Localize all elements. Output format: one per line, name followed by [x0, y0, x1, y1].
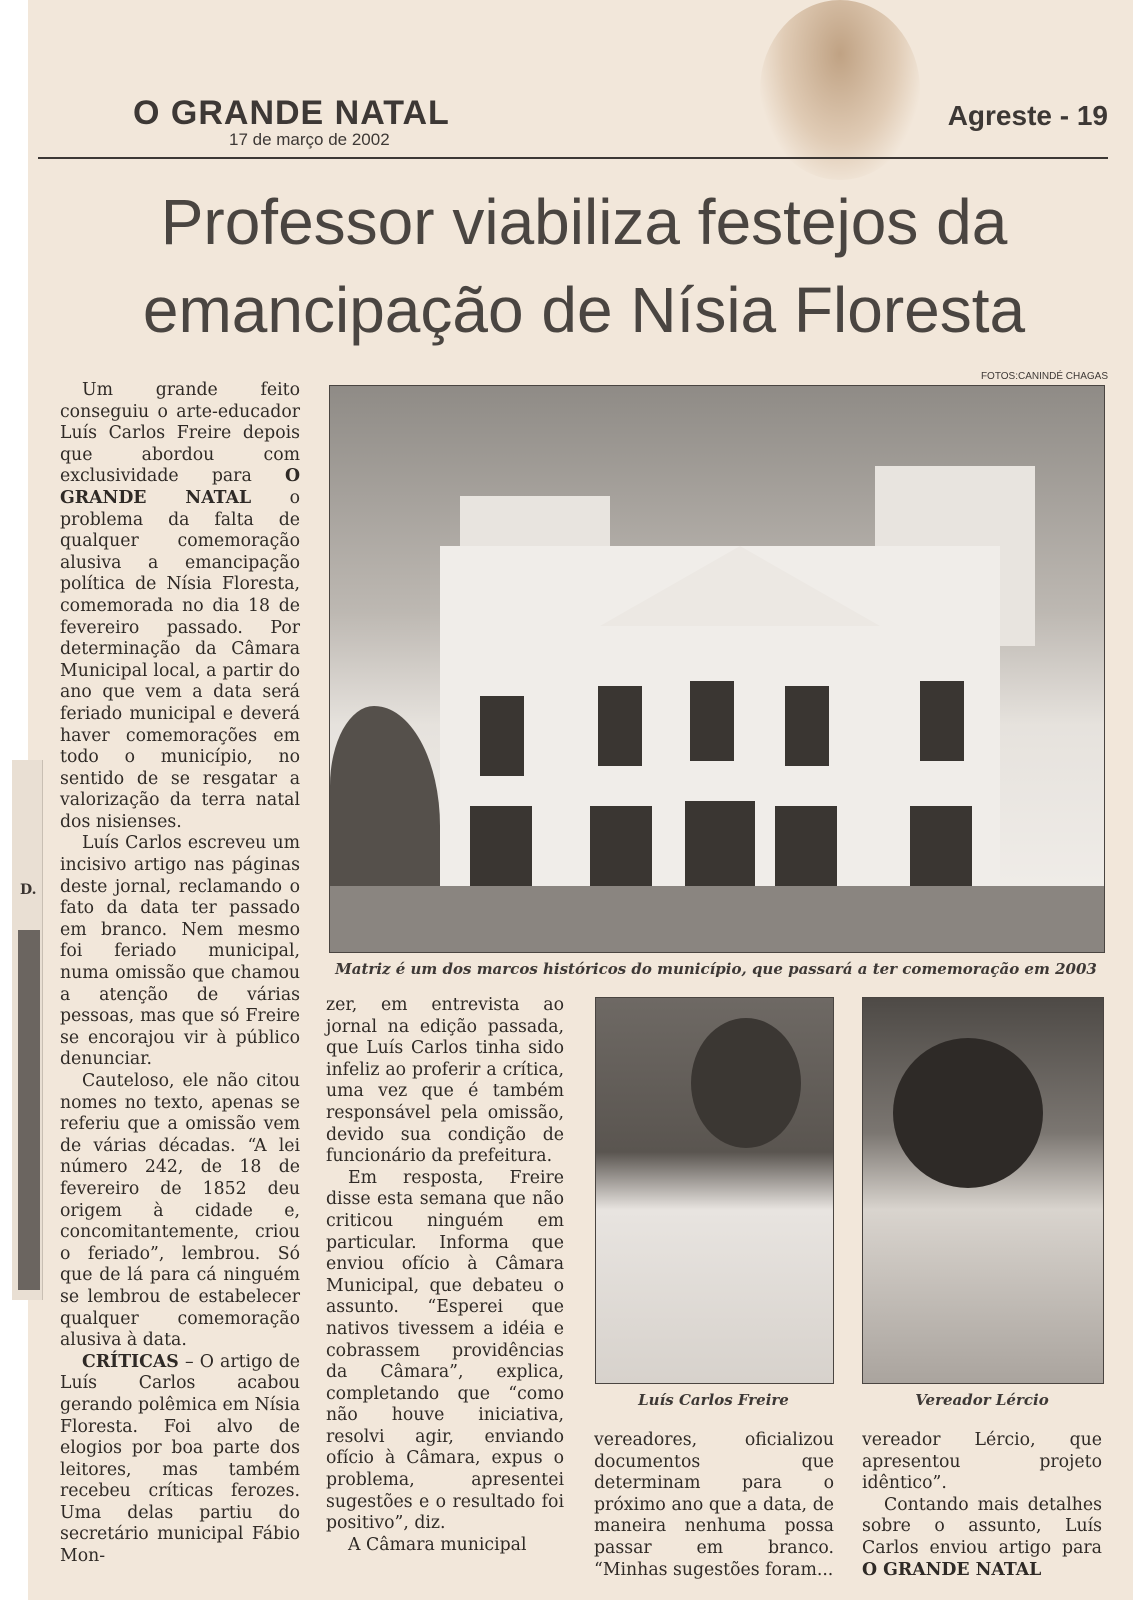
paragraph — [60, 380, 300, 833]
article-column-2 — [326, 995, 564, 1556]
section-page-label: Agreste - 19 — [947, 100, 1108, 131]
photo-credit: FOTOS:CANINDÉ CHAGAS — [980, 371, 1108, 382]
paragraph: Em resposta, Freire disse esta semana que não criticou ninguém em particular. Informa que enviou ofício à Câmara Municipal, que debateu o assunto. “Esperei que nativos tivessem a idéia e cobrassem providências da Câmara”, explica, completando que “como não houve iniciativa, resolvi agir, enviando ofício à Câmara, expus o problema, apresentei sugestões e o resultado foi positivo”, diz. — [326, 1167, 564, 1534]
door-shape — [590, 806, 652, 896]
paragraph: vereadores, oficializou documentos que determinam para o próximo ano que a data, de maneira nenhuma possa passar em branco. “Minhas sugestões foram... — [594, 1430, 834, 1580]
headline — [60, 178, 1108, 354]
paragraph — [862, 1495, 1102, 1581]
headline-line-1: Professor viabiliza festejos da — [160, 186, 1008, 258]
paragraph: Cauteloso, ele não citou nomes no texto, apenas se referiu que a omissão vem de várias décadas. “A lei número 242, de 18 de fevereiro de 1852 deu origem à cidade e, concomitantemente, criou o feriado”, lembrou. Só que de lá para cá ninguém se lembrou de estabelecer qualquer comemoração alusiva à data. — [60, 1071, 300, 1351]
church-photo — [329, 385, 1105, 953]
window-shape — [785, 686, 829, 766]
paragraph: A Câmara municipal — [348, 1534, 527, 1555]
paper-stain — [760, 0, 920, 180]
main-door-shape — [685, 801, 755, 896]
text-run: – O artigo de Luís Carlos acabou gerando polêmica em Nísia Floresta. Foi alvo de elogios por boa parte dos leitores, mas também recebeu críticas ferozes. Uma delas partiu do secretário municipal Fábio Mon- — [60, 1351, 301, 1567]
window-shape — [690, 681, 734, 761]
article-column-3 — [594, 1430, 834, 1600]
masthead: O GRANDE NATAL — [133, 94, 450, 132]
article-column-4 — [862, 1430, 1102, 1600]
subhead: CRÍTICAS — [82, 1351, 179, 1372]
paragraph: Luís Carlos escreveu um incisivo artigo nas páginas deste jornal, reclamando o fato da data ter passado em branco. Nem mesmo foi feriado municipal, numa omissão que chamou a atenção de várias pessoas, mas que só Freire se encorajou vir à público denunciar. — [60, 833, 300, 1070]
header-rule — [38, 157, 1108, 159]
paragraph: zer, em entrevista ao jornal na edição passada, que Luís Carlos tinha sido infeliz ao proferir a crítica, uma vez que é também responsável pela omissão, devido sua condição de funcionário da prefeitura. — [326, 995, 564, 1167]
window-shape — [598, 686, 642, 766]
portrait-photo-freire — [595, 997, 834, 1384]
paragraph — [60, 1352, 300, 1568]
adjacent-clipping-photo — [18, 930, 40, 1290]
article-column-1 — [60, 380, 300, 1568]
window-shape — [480, 696, 524, 776]
portrait-photo-lercio — [862, 997, 1104, 1384]
pediment-shape — [600, 546, 880, 626]
newspaper-name: O GRANDE NATAL — [60, 466, 300, 508]
head-shape — [893, 1038, 1043, 1188]
main-photo-caption: Matriz é um dos marcos históricos do município, que passará a ter comemoração em 2003 — [335, 960, 1097, 978]
headline-line-2: emancipação de Nísia Floresta — [142, 274, 1026, 346]
issue-date: 17 de março de 2002 — [229, 130, 390, 149]
door-shape — [910, 806, 972, 896]
door-shape — [470, 806, 532, 896]
head-shape — [691, 1018, 801, 1148]
adjacent-clipping-text: D. — [20, 882, 37, 898]
caption-freire: Luís Carlos Freire — [638, 1391, 789, 1409]
text-run: Um grande feito conseguiu o arte-educador Luís Carlos Freire depois que abordou com exclusividade para — [60, 380, 300, 487]
plaza-shape — [330, 886, 1104, 952]
text-run: o problema da falta de qualquer comemoração alusiva a emancipação política de Nísia Floresta, comemorada no dia 18 de fevereiro passado. Por determinação da Câmara Municipal local, a partir do ano que vem a data será feriado municipal e deverá haver comemorações em todo o município, no sentido de se resgatar a valorização da terra natal dos nisienses. — [60, 487, 300, 832]
door-shape — [775, 806, 837, 896]
paragraph: vereador Lércio, que apresentou projeto idêntico”. — [862, 1430, 1102, 1494]
window-shape — [920, 681, 964, 761]
text-run: Contando mais detalhes sobre o assunto, Luís Carlos enviou artigo para — [862, 1494, 1102, 1558]
trees-shape — [330, 706, 440, 906]
caption-lercio: Vereador Lércio — [915, 1391, 1049, 1409]
newspaper-name: O GRANDE NATAL — [862, 1559, 1042, 1580]
